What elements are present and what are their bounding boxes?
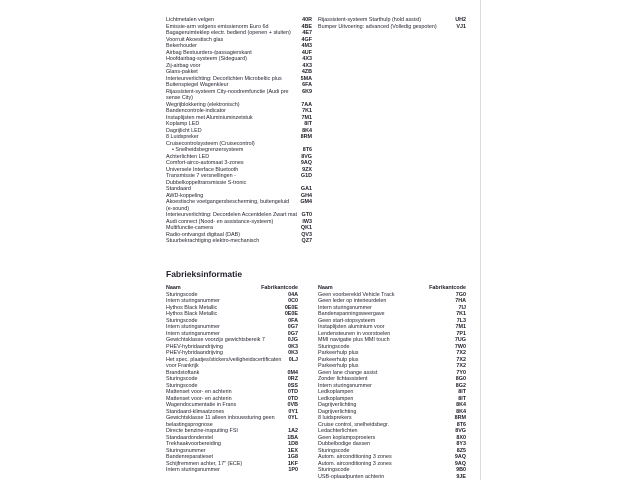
item-code: 8IT [458, 389, 466, 395]
item-code: 7K1 [302, 108, 312, 114]
item-code: IW3 [302, 218, 312, 225]
item-code: 8K4 [456, 408, 466, 415]
item-name: Mattenset voor- en achterin [166, 395, 232, 402]
item-code: 0LJ [288, 356, 298, 363]
item-name: Lichtmetalen velgen [166, 17, 214, 23]
item-code: 0TD [287, 389, 298, 395]
item-name: Multifunctie-camera [166, 225, 214, 231]
item-name: Directe benzine-inspuiting FSI [166, 428, 238, 434]
item-code: 0C0 [288, 298, 298, 304]
item-code: 7M1 [455, 324, 466, 330]
item-name: Wegrijblokkering (elektronisch) [166, 101, 240, 108]
item-code: 4GF [301, 36, 312, 43]
item-name: Standaard-klimaatzones [166, 408, 225, 415]
item-code: 8K4 [302, 127, 312, 134]
item-name: PHEV-hybridaandrijving [166, 343, 223, 350]
item-name: Brandstoftank [166, 369, 200, 376]
item-name: Dagrijlicht LED [166, 127, 202, 134]
item-code: 8RM [454, 415, 466, 421]
item-code: 9AQ [454, 460, 466, 467]
list-item [166, 357, 298, 370]
item-code: 0VB [287, 402, 298, 408]
item-code: GM4 [300, 199, 312, 205]
item-name: Airbag Bestuurders-/passagierskant [166, 49, 252, 56]
item-name: Ledkoplampen [318, 395, 354, 402]
item-name: MMI navigatie plus MMI touch [318, 337, 390, 343]
item-name: Hoofdairbag-systeem (Sideguard) [166, 56, 247, 62]
item-code: 7AA [301, 101, 312, 108]
item-name: Trekhaakvoorbereiding [166, 441, 221, 447]
item-name: Sturingscode [166, 382, 198, 389]
item-code: 1BA [287, 434, 298, 441]
item-name: PHEV-hybridaandrijving [166, 350, 223, 356]
item-name: Koplamp LED [166, 121, 200, 127]
item-code: 0E0E [284, 304, 298, 311]
item-code: QV3 [301, 231, 312, 238]
item-name: Parkeerhulp plus [318, 356, 359, 363]
item-code: 0TD [287, 395, 298, 402]
item-code: 9B0 [456, 467, 466, 473]
item-name: Autom. airconditioning 3 zones [318, 454, 392, 460]
item-code: 8Y3 [456, 441, 466, 447]
item-code: 4ZB [301, 69, 312, 75]
item-name: Parkeerhulp plus [318, 363, 359, 369]
item-code: 8X0 [456, 434, 466, 441]
item-code: 8G0 [455, 376, 466, 382]
column-header-code: Fabrikantcode [429, 285, 466, 291]
factory-info-table-right [318, 285, 466, 480]
item-name: Parkeerhulp plus [318, 350, 359, 356]
item-code: 1P0 [288, 467, 298, 473]
list-item [166, 199, 312, 212]
item-code: 40R [302, 17, 312, 23]
column-header-code: Fabrikantcode [261, 285, 298, 291]
item-name: AWD-koppeling [166, 192, 204, 199]
column-header-name: Naam [318, 285, 333, 291]
item-name: Bekerhouder [166, 43, 197, 49]
list-item [318, 24, 466, 31]
item-code: 7P1 [456, 330, 466, 337]
item-name: Comfort-airco-automaat 3-zones [166, 160, 244, 166]
item-code: 7Y0 [456, 369, 466, 376]
item-name: Standaard [166, 186, 191, 192]
item-code: 7M1 [301, 114, 312, 121]
item-name: Schijfremmen achter, 17" (ECE) [166, 460, 243, 467]
page-edge [480, 0, 481, 480]
item-code: QK1 [300, 225, 312, 231]
item-code: 4M3 [301, 43, 312, 49]
item-code: 0JG [287, 337, 298, 343]
item-name: Gewichtsklasse voorzijs gewichtsbereik 7 [166, 337, 265, 343]
item-name: Dubbelbodige daxsen [318, 441, 371, 447]
item-name: Bumper Uitvoering: advanced (Volledig gespoten) [318, 23, 437, 30]
item-code: UH2 [455, 17, 466, 23]
item-code: 1D8 [288, 441, 298, 447]
factory-info-table-left [166, 285, 298, 474]
item-name: Buitenspiegel Wagenkleur [166, 82, 229, 88]
item-code: 4X3 [302, 56, 312, 62]
item-name: Geen lane change assist [318, 369, 378, 376]
item-name: Sturingscode [166, 376, 198, 382]
item-code: 0G7 [287, 324, 298, 330]
item-name: Intern sturingsnummer [166, 330, 220, 337]
item-name: Bagageruimteklep electr. bediend (openen + sluiten) [166, 30, 291, 36]
item-name: Dagrijverlichting [318, 402, 357, 408]
item-code: 4BE [301, 23, 312, 30]
item-code: 7HA [455, 298, 466, 304]
item-name: Sturingscode [318, 447, 350, 454]
item-name: Universele Interface Bluetooth [166, 166, 239, 173]
item-name: Stuurbekrachtiging elektro-mechanisch [166, 238, 260, 244]
list-item [166, 89, 312, 102]
item-name: Geen leder op interieurdelen [318, 298, 387, 304]
item-code: 0G7 [287, 330, 298, 337]
item-name: Ledkoplampen [318, 389, 354, 395]
item-name: Lendensteunen in voorstoelen [318, 330, 391, 337]
item-code: GT0 [301, 212, 312, 218]
item-name: Dagrijverlichting [318, 408, 357, 415]
item-code: 0E0E [284, 311, 298, 317]
item-name: Autom. airconditioning 3 zones [318, 460, 392, 467]
item-code: 7X2 [456, 356, 466, 363]
item-name: • Snelheidsbegrenzersysteem [172, 147, 244, 153]
item-name: Interieurverlichting: Decordelen Accentdelen Zwart mat [166, 212, 297, 218]
item-name: Cruise control, snelheidsbegr. [318, 421, 390, 428]
item-code: 9AQ [300, 160, 312, 166]
item-code: 0FA [288, 317, 298, 324]
item-code: 6K9 [302, 88, 312, 95]
item-name: 8 luidsprekers [318, 415, 352, 421]
item-code: VJ1 [456, 23, 466, 30]
item-name: Audi connect (Nood- en assistance-systeem) [166, 218, 274, 225]
item-code: GA1 [300, 186, 312, 192]
item-name: Sturingscode [318, 467, 350, 473]
item-code: 8K4 [456, 402, 466, 408]
item-code: G1D [300, 173, 312, 179]
item-name: Geen voorberekid Vehicle Track [318, 291, 395, 298]
item-name: Rijassistent-systeem Starthulp (hold assist) [318, 17, 422, 23]
item-name: Hythos Black Metallic [166, 311, 218, 317]
item-name: Sturingscode [318, 343, 350, 350]
item-code: 8T6 [302, 147, 312, 153]
equipment-list-right [318, 17, 466, 30]
item-code: 8T6 [456, 421, 466, 428]
item-code: 8VG [455, 428, 466, 434]
item-name: Instaplijsten aluminium voor [318, 324, 385, 330]
list-item [166, 467, 298, 474]
item-name: Sturingsnummer [166, 447, 206, 454]
item-code: 1EX [287, 447, 298, 454]
item-name: Bandenreparatieset [166, 454, 214, 460]
item-code: 7W0 [454, 343, 466, 350]
list-item [166, 238, 312, 245]
item-name: Glans-pakket [166, 69, 198, 75]
list-item [318, 474, 466, 480]
item-name: Cruisecontrolsysteem (Cruisecontrol) [166, 140, 255, 147]
item-name: Intern sturingsnummer [166, 467, 220, 473]
item-name: Sturingscode [166, 317, 198, 324]
item-code: 8G2 [455, 382, 466, 389]
item-name: Zij-airbag voor [166, 62, 201, 69]
item-name: Gewichtsklasse 11 alleen inbouwsturing geen belastingsprognose [166, 415, 275, 428]
item-code: 0K3 [288, 350, 298, 356]
item-code: 7X2 [456, 363, 466, 369]
equipment-list-left [166, 17, 312, 245]
item-code: 8Z5 [456, 447, 466, 454]
item-code: 8IT [304, 121, 312, 127]
item-name: Interieurverlichting: Decorlichten Microbeltic plus [166, 75, 282, 82]
item-code: 7K1 [456, 311, 466, 317]
item-name: Voorruit Akoestisch glas [166, 36, 224, 43]
item-code: 4UF [301, 49, 312, 56]
item-code: 0K3 [288, 343, 298, 350]
item-name: Het spec. plaatjes/stickers/veiligheidscertificaten voor Frankrijk [166, 356, 282, 369]
list-item [166, 415, 298, 428]
item-code: 4E7 [302, 30, 312, 36]
item-name: Wagendocumentatie in Frans [166, 402, 237, 408]
item-name: Bandenspanningsweergave [318, 311, 385, 317]
list-item [166, 173, 312, 186]
item-name: Ledachterlichten [318, 428, 358, 434]
item-code: 8IT [458, 395, 466, 402]
item-name: Standaardonderstel [166, 434, 214, 441]
item-code: 0SS [287, 382, 298, 389]
item-code: 1KF [287, 460, 298, 467]
item-code: 1A2 [288, 428, 298, 434]
item-name: Sturingscode [166, 291, 198, 298]
item-code: 1G8 [287, 454, 298, 460]
item-name: Intern sturingsnummer [318, 382, 372, 389]
item-name: Radio-ontvangst digitaal (DAB) [166, 231, 241, 238]
item-name: Intern sturingsnummer [318, 304, 372, 311]
item-code: 7X2 [456, 350, 466, 356]
item-code: 7G0 [455, 291, 466, 298]
item-name: Intern sturingsnummer [166, 298, 220, 304]
item-name: Rijassistent-systeem City-noodremfunctie (Audi pre sense City) [166, 88, 289, 101]
column-header-name: Naam [166, 285, 181, 291]
item-code: 5MA [300, 75, 312, 82]
item-code: 0YL [288, 415, 298, 421]
item-name: Bandencontrole-indicator [166, 108, 226, 114]
item-name: 8 Luidspreker [166, 134, 199, 140]
item-code: 9AQ [454, 454, 466, 460]
item-code: 0Y1 [288, 408, 298, 415]
item-name: Achterlichten LED [166, 153, 210, 160]
item-code: 6FA [302, 82, 312, 88]
item-code: 9ZX [302, 166, 312, 173]
item-name: Mattenset voor- en achterin [166, 389, 232, 395]
item-code: 4X3 [302, 62, 312, 69]
item-name: USB-oplaadpunten achterin [318, 473, 385, 480]
item-name: Akoestische voetgangersbescherming, buitengeluid (e-sound) [166, 199, 290, 212]
item-code: 7UG [454, 337, 466, 343]
item-code: GH4 [300, 192, 312, 199]
item-name: Intern sturingsnummer [166, 324, 220, 330]
item-code: 7L3 [456, 317, 466, 324]
section-title: Fabrieksinformatie [166, 269, 243, 279]
item-name: Instaplijsten met Aluminiuminzetstuk [166, 114, 253, 121]
item-code: 0RZ [287, 376, 298, 382]
item-code: 8VG [301, 153, 312, 160]
item-name: Zonder lichtassistent [318, 376, 368, 382]
item-code: 9JE [456, 473, 466, 480]
item-name: Emissie-arm volgens emissienorm Euro 6d [166, 23, 269, 30]
item-code: 04A [288, 291, 298, 298]
item-code: 8RM [300, 134, 312, 140]
item-code: 7IJ [458, 304, 466, 311]
item-name: Geen koplampsproeiers [318, 434, 376, 441]
item-code: 0M4 [287, 369, 298, 376]
item-code: QZ7 [301, 238, 312, 244]
item-name: Transmissie 7 versnellingen - Dubbelkoppeltransmissie S-tronic [166, 173, 247, 186]
item-name: Geen start-stopsysteem [318, 317, 376, 324]
item-name: Hythos Black Metallic [166, 304, 218, 311]
